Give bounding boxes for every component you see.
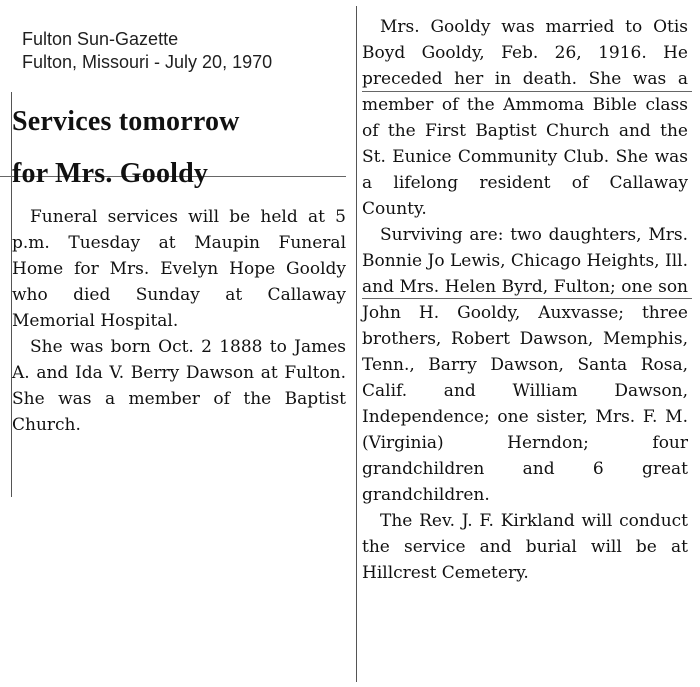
publication-location-date: Fulton, Missouri - July 20, 1970: [22, 52, 273, 72]
article-paragraph: Mrs. Gooldy was married to Otis Boyd Gooldy, Feb. 26, 1916. He preceded her in death. She was a member of the Ammoma Bible class of the First Baptist Church and the St. Eunice Community Club. She was a lifelong resident of Callaway County.: [362, 17, 688, 219]
headline-line-1: Services tomorrow: [12, 106, 240, 137]
article-paragraph: She was born Oct. 2 1888 to James A. and Ida V. Berry Dawson at Fulton. She was a member of the Baptist Church.: [12, 337, 346, 435]
article-column-right: [362, 14, 688, 586]
column-divider-rule: [356, 6, 357, 682]
article-paragraph: Funeral services will be held at 5 p.m. Tuesday at Maupin Funeral Home for Mrs. Evelyn Hope Gooldy who died Sunday at Callaway Memorial Hospital.: [12, 207, 346, 331]
source-caption: [22, 28, 272, 74]
article-column-left: [12, 96, 346, 438]
headline-line-2: for Mrs. Gooldy: [12, 158, 209, 189]
article-paragraph: The Rev. J. F. Kirkland will conduct the service and burial will be at Hillcrest Cemetery.: [362, 511, 688, 583]
publication-name: Fulton Sun-Gazette: [22, 29, 179, 49]
article-paragraph: Surviving are: two daughters, Mrs. Bonnie Jo Lewis, Chicago Heights, Ill. and Mrs. Helen Byrd, Fulton; one son John H. Gooldy, Auxvasse; three brothers, Robert Dawson, Memphis, Tenn., Barry Dawson, Santa Rosa, Calif. and William Dawson, Independence; one sister, Mrs. F. M. (Virginia) Herndon; four grandchildren and 6 great grandchildren.: [362, 225, 688, 505]
